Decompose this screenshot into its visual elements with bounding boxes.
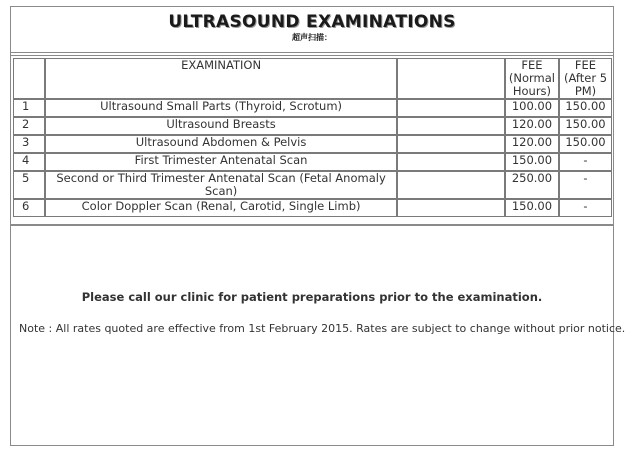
row-examination: Ultrasound Abdomen & Pelvis xyxy=(45,135,397,153)
col-fee-after-header: FEE (After 5 PM) xyxy=(559,58,612,99)
row-examination: Second or Third Trimester Antenatal Scan (Fetal Anomaly Scan) xyxy=(45,171,397,199)
row-fee-normal: 100.00 xyxy=(505,99,559,117)
row-number: 2 xyxy=(13,117,45,135)
fee-table-container xyxy=(11,55,613,225)
rates-note: Note : All rates quoted are effective from 1st February 2015. Rates are subject to change without prior notice. xyxy=(19,322,625,335)
table-row xyxy=(13,117,612,135)
page-header xyxy=(11,7,613,53)
table-header-row xyxy=(13,58,612,99)
row-number: 3 xyxy=(13,135,45,153)
row-fee-after: - xyxy=(559,171,612,199)
table-row xyxy=(13,171,612,199)
col-examination-header: EXAMINATION xyxy=(45,58,397,99)
row-examination: First Trimester Antenatal Scan xyxy=(45,153,397,171)
col-no-header xyxy=(13,58,45,99)
table-row xyxy=(13,153,612,171)
row-fee-normal: 120.00 xyxy=(505,117,559,135)
row-number: 6 xyxy=(13,199,45,217)
row-examination: Ultrasound Breasts xyxy=(45,117,397,135)
table-row xyxy=(13,99,612,117)
row-fee-normal: 150.00 xyxy=(505,199,559,217)
footer-section xyxy=(11,225,625,446)
row-fee-normal: 120.00 xyxy=(505,135,559,153)
row-fee-normal: 250.00 xyxy=(505,171,559,199)
row-fee-normal: 150.00 xyxy=(505,153,559,171)
row-blank xyxy=(397,199,505,217)
row-number: 5 xyxy=(13,171,45,199)
row-number: 4 xyxy=(13,153,45,171)
row-fee-after: 150.00 xyxy=(559,117,612,135)
row-fee-after: - xyxy=(559,153,612,171)
table-row xyxy=(13,199,612,217)
row-blank xyxy=(397,135,505,153)
row-fee-after: 150.00 xyxy=(559,135,612,153)
row-fee-after: - xyxy=(559,199,612,217)
row-number: 1 xyxy=(13,99,45,117)
row-blank xyxy=(397,99,505,117)
preparation-notice: Please call our clinic for patient preparations prior to the examination. xyxy=(81,290,543,304)
row-blank xyxy=(397,171,505,199)
row-examination: Color Doppler Scan (Renal, Carotid, Single Limb) xyxy=(45,199,397,217)
fee-table xyxy=(13,58,612,217)
table-row xyxy=(13,135,612,153)
row-blank xyxy=(397,153,505,171)
col-blank-header xyxy=(397,58,505,99)
row-blank xyxy=(397,117,505,135)
row-fee-after: 150.00 xyxy=(559,99,612,117)
page-frame xyxy=(10,6,625,446)
page-subtitle: 超声扫描： xyxy=(292,33,332,42)
row-examination: Ultrasound Small Parts (Thyroid, Scrotum) xyxy=(45,99,397,117)
col-fee-normal-header: FEE (Normal Hours) xyxy=(505,58,559,99)
page-title: ULTRASOUND EXAMINATIONS xyxy=(168,12,456,32)
